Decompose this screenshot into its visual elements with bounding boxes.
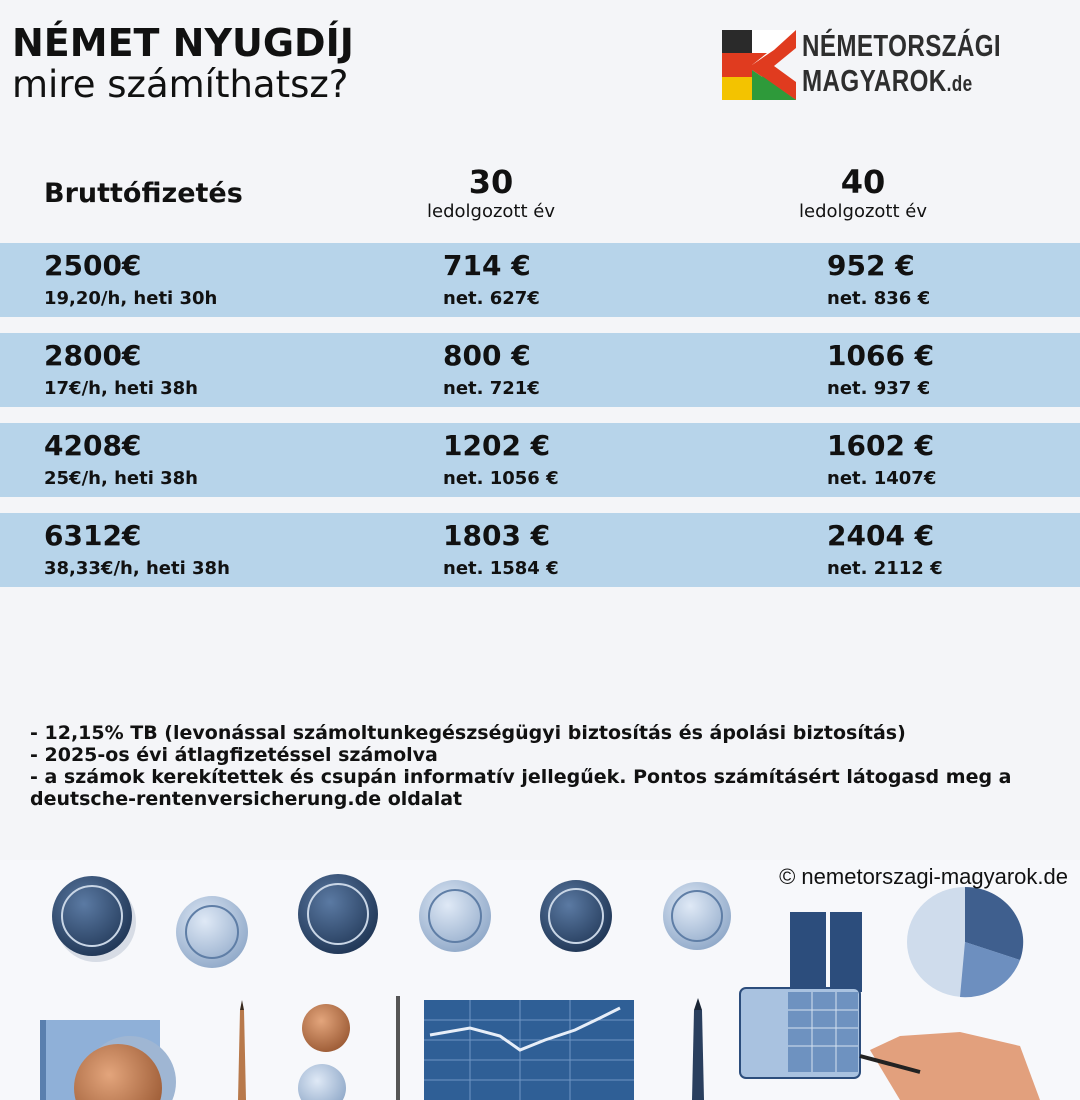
coin-icon xyxy=(540,880,612,952)
pension-30-value: 800 € xyxy=(443,339,531,372)
gross-value: 2500€ xyxy=(44,249,142,282)
table-row xyxy=(0,243,1080,317)
pension-40-value: 1066 € xyxy=(827,339,935,372)
coin-icon xyxy=(298,874,378,954)
pension-40-net: net. 836 € xyxy=(827,288,931,309)
header-col-40-sub: ledolgozott év xyxy=(799,201,927,222)
logo-suffix: .de xyxy=(946,71,973,96)
gross-detail: 38,33€/h, heti 38h xyxy=(44,558,230,579)
pension-40-value: 2404 € xyxy=(827,519,935,552)
gross-cell xyxy=(44,249,217,313)
pension-40-cell xyxy=(827,519,943,583)
pension-40-value: 952 € xyxy=(827,249,915,282)
gross-cell xyxy=(44,429,198,493)
header-col-40 xyxy=(763,164,963,224)
gross-cell xyxy=(44,339,198,403)
pension-30-cell xyxy=(443,519,559,583)
gross-detail: 17€/h, heti 38h xyxy=(44,378,198,399)
gross-value: 4208€ xyxy=(44,429,142,462)
pension-30-net: net. 721€ xyxy=(443,378,540,399)
header-col-30 xyxy=(391,164,591,224)
pension-30-value: 714 € xyxy=(443,249,531,282)
gross-value: 6312€ xyxy=(44,519,142,552)
footnotes xyxy=(30,722,1060,810)
logo-flag-icon xyxy=(722,30,796,100)
pension-40-cell xyxy=(827,249,930,313)
gross-cell xyxy=(44,519,230,583)
coin-icon xyxy=(176,896,248,968)
line-chart-icon xyxy=(396,996,634,1100)
footnote-1: - 12,15% TB (levonással számoltunkegészségügyi biztosítás és ápolási biztosítás) xyxy=(30,722,906,744)
site-logo[interactable] xyxy=(722,28,1032,100)
pension-30-net: net. 1056 € xyxy=(443,468,559,489)
table-row xyxy=(0,333,1080,407)
page-title xyxy=(12,22,354,106)
pension-40-net: net. 1407€ xyxy=(827,468,937,489)
pension-30-cell xyxy=(443,429,559,493)
header-col-40-years: 40 xyxy=(840,163,886,201)
pie-chart-icon xyxy=(907,887,1023,997)
logo-wordmark xyxy=(802,28,1001,101)
pension-40-cell xyxy=(827,429,936,493)
table-row xyxy=(0,513,1080,587)
header-col-30-sub: ledolgozott év xyxy=(427,201,555,222)
pension-40-value: 1602 € xyxy=(827,429,935,462)
table-row xyxy=(0,423,1080,497)
title-line-1: NÉMET NYUGDÍJ xyxy=(12,21,354,65)
pension-40-net: net. 937 € xyxy=(827,378,931,399)
pension-30-net: net. 1584 € xyxy=(443,558,559,579)
gross-detail: 19,20/h, heti 30h xyxy=(44,288,218,309)
finance-illustration xyxy=(0,860,1080,1100)
gross-detail: 25€/h, heti 38h xyxy=(44,468,198,489)
copyright-text: © nemetorszagi-magyarok.de xyxy=(779,864,1068,889)
footnote-2: - 2025-os évi átlagfizetéssel számolva xyxy=(30,744,438,766)
pension-30-cell xyxy=(443,339,540,403)
pension-30-value: 1803 € xyxy=(443,519,551,552)
coin-icon xyxy=(419,880,491,952)
coin-icon xyxy=(663,882,731,950)
footnote-3: - a számok kerekítettek és csupán informatív jellegűek. Pontos számításért látogasd meg a deutsche-rentenversicherung.de oldalat xyxy=(30,766,1012,810)
title-line-2: mire számíthatsz? xyxy=(12,63,349,106)
logo-line-1: NÉMETORSZÁGI xyxy=(802,28,1002,63)
logo-line-2-main: MAGYAROK xyxy=(802,63,947,98)
pension-30-value: 1202 € xyxy=(443,429,551,462)
pension-40-cell xyxy=(827,339,934,403)
gross-value: 2800€ xyxy=(44,339,142,372)
pension-30-net: net. 627€ xyxy=(443,288,540,309)
logo-line-2 xyxy=(802,63,1001,101)
header-col-30-years: 30 xyxy=(468,163,514,201)
pension-40-net: net. 2112 € xyxy=(827,558,943,579)
pension-30-cell xyxy=(443,249,540,313)
header-gross-label: Bruttófizetés xyxy=(44,178,243,209)
